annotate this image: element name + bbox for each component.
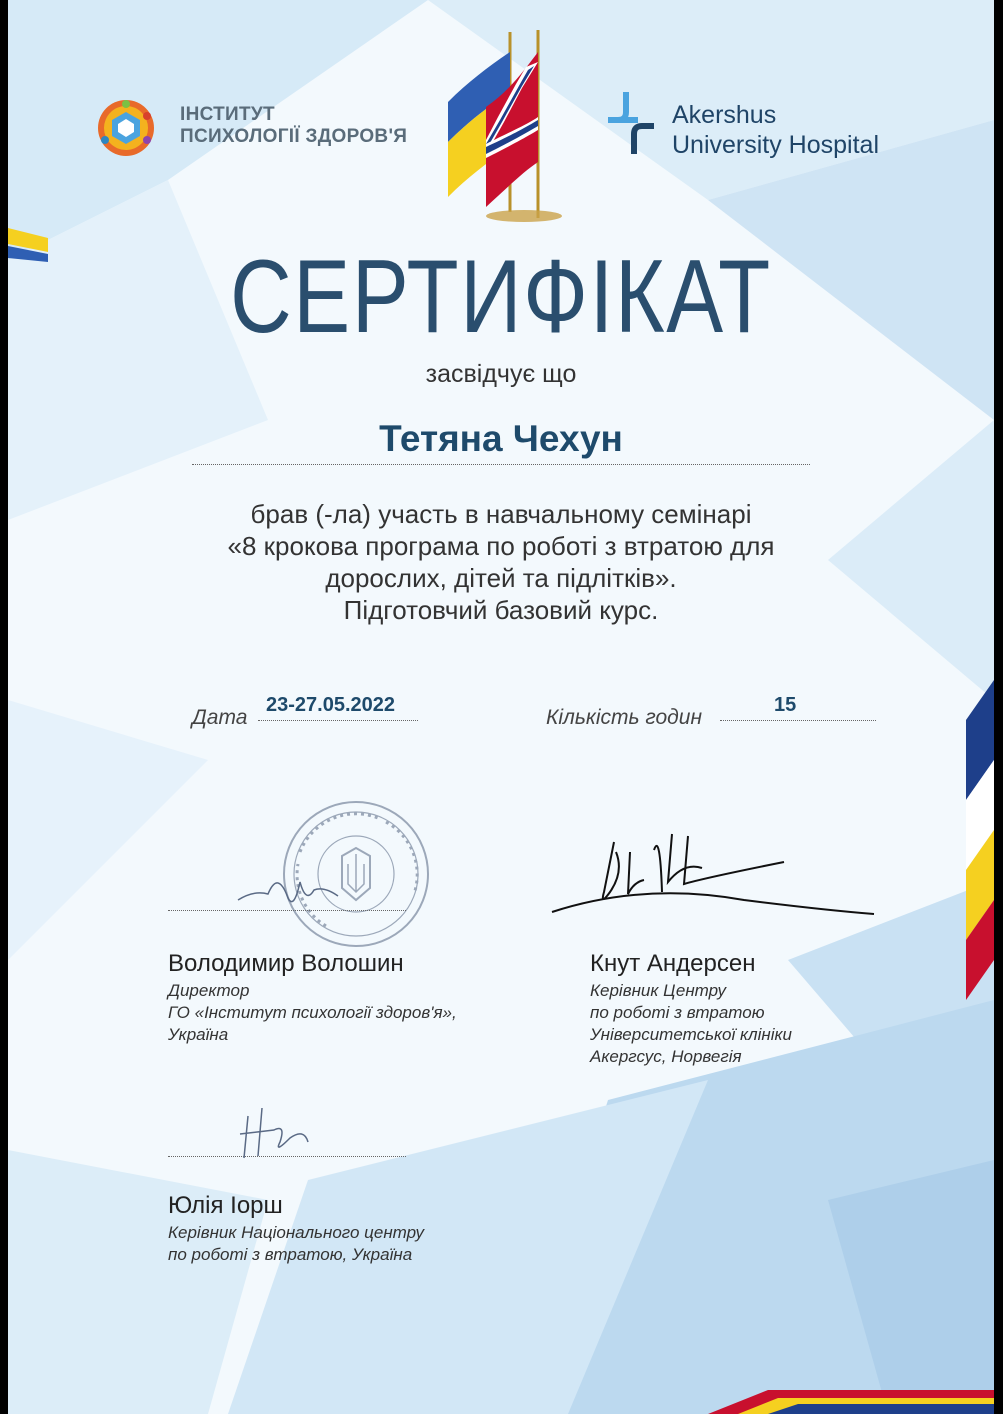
signatory-role <box>590 980 792 1068</box>
role-line: ГО «Інститут психології здоров'я», <box>168 1003 457 1022</box>
description-line: Підготовчий базовий курс. <box>343 595 659 625</box>
certificate-subtitle: засвідчує що <box>425 360 577 388</box>
institute-logo-line1: ІНСТИТУТ <box>180 104 275 125</box>
signature-andersen <box>544 822 884 922</box>
role-line: Україна <box>168 1025 229 1044</box>
signatory-name: Кнут Андерсен <box>590 950 756 977</box>
date-label: Дата <box>192 706 248 729</box>
hospital-logo-line1: Akershus <box>672 101 777 129</box>
norway-flag <box>486 30 538 218</box>
description-line: «8 крокова програма по роботі з втратою для <box>227 531 775 561</box>
role-line: по роботі з втратою <box>590 1003 765 1022</box>
course-description <box>8 498 994 626</box>
hospital-logo-icon <box>598 88 662 158</box>
date-underline <box>258 720 418 721</box>
description-line: дорослих, дітей та підлітків». <box>325 563 677 593</box>
institute-logo-line2: ПСИХОЛОГІЇ ЗДОРОВ'Я <box>180 126 408 147</box>
date-value: 23-27.05.2022 <box>266 694 396 716</box>
recipient-underline <box>192 464 810 465</box>
flags-image <box>438 22 568 222</box>
institute-logo-icon <box>94 96 158 160</box>
role-line: Акергсус, Норвегія <box>590 1047 742 1066</box>
role-line: Університетської клініки <box>590 1025 792 1044</box>
role-line: Керівник Національного центру <box>168 1223 425 1242</box>
hours-value: 15 <box>774 694 797 716</box>
hours-label: Кількість годин <box>546 706 703 729</box>
role-line: по роботі з втратою, Україна <box>168 1245 413 1264</box>
recipient-name: Тетяна Чехун <box>379 418 623 459</box>
certificate-title: СЕРТИФІКАТ <box>230 239 772 355</box>
signatory-role <box>168 980 457 1046</box>
hospital-logo-line2: University Hospital <box>672 131 880 159</box>
signatory-name: Володимир Волошин <box>168 950 404 977</box>
role-line: Директор <box>168 981 250 1000</box>
description-line: брав (-ла) участь в навчальному семінарі <box>250 499 752 529</box>
signatory-name: Юлія Іорш <box>168 1192 283 1219</box>
hours-underline <box>720 720 876 721</box>
role-line: Керівник Центру <box>590 981 727 1000</box>
certificate-sheet <box>8 0 994 1414</box>
signature-voloshyn <box>234 860 344 920</box>
signature-iorsh <box>234 1098 324 1168</box>
signatory-role <box>168 1222 424 1266</box>
